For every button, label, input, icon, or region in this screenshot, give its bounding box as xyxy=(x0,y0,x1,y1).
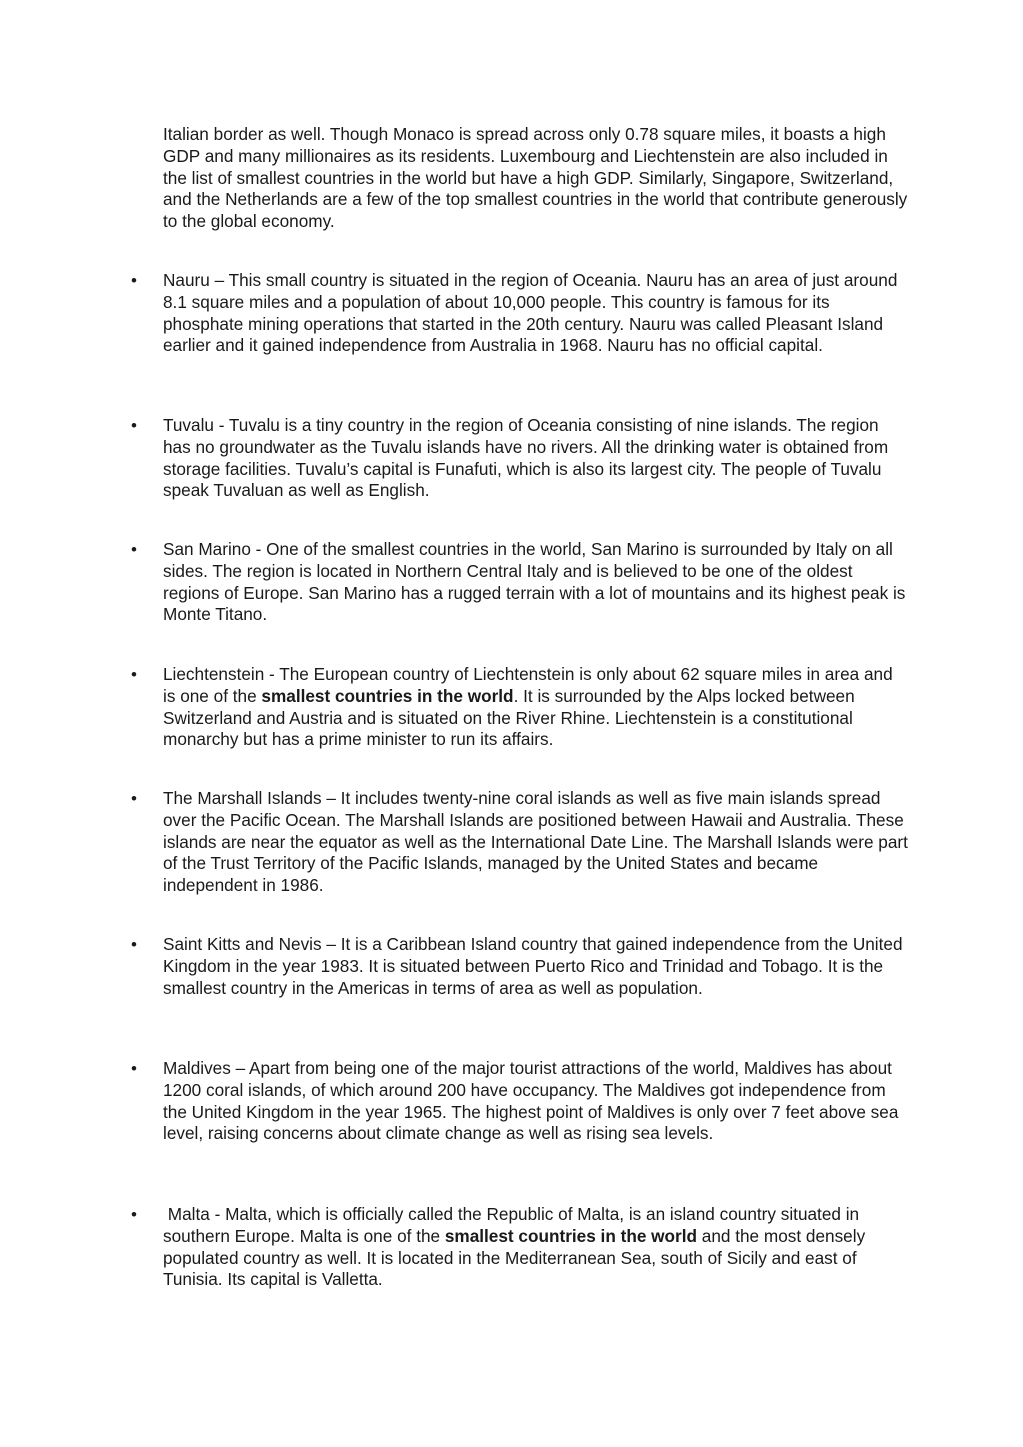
list-item-marshall-islands xyxy=(131,788,908,897)
item-text-bold: smallest countries in the world xyxy=(261,685,514,706)
list-item-malta xyxy=(131,1204,908,1291)
item-text: Saint Kitts and Nevis – It is a Caribbean Island country that gained independence from the United Kingdom in the year 1983. It is situated between Puerto Rico and Trinidad and Tobago. It is the smallest country in the Americas in terms of area as well as population. xyxy=(163,934,903,998)
bullet-icon: • xyxy=(131,271,137,290)
bullet-icon: • xyxy=(131,416,137,435)
item-text: Nauru – This small country is situated in the region of Oceania. Nauru has an area of just around 8.1 square miles and a population of about 10,000 people. This country is famous for its phosphate mining operations that started in the 20th century. Nauru was called Pleasant Island earlier and it gained independence from Australia in 1968. Nauru has no official capital. xyxy=(163,270,898,356)
bullet-icon: • xyxy=(131,935,137,954)
item-text-before: Malta - Malta, which is officially called the Republic of Malta, is an island country situated in southern Europe. Malta is one of the xyxy=(163,1204,864,1246)
item-text: The Marshall Islands – It includes twenty-nine coral islands as well as five main islands spread over the Pacific Ocean. The Marshall Islands are positioned between Hawaii and Australia. These islands are near the equator as well as the International Date Line. The Marshall Islands were part of the Trust Territory of the Pacific Islands, managed by the United States and became independent in 1986. xyxy=(163,788,908,896)
item-text-before: Liechtenstein - The European country of Liechtenstein is only about 62 square miles in area and is one of the xyxy=(163,664,893,706)
list-item-san-marino xyxy=(131,539,908,626)
bullet-icon: • xyxy=(131,665,137,684)
intro-paragraph: Italian border as well. Though Monaco is spread across only 0.78 square miles, it boasts a high GDP and many millionaires as its residents. Luxembourg and Liechtenstein are also included in the list of smallest countries in the world but have a high GDP. Similarly, Singapore, Switzerland, and the Netherlands are a few of the top smallest countries in the world that contribute generously to the global economy. xyxy=(163,124,908,232)
list-item-liechtenstein xyxy=(131,664,908,751)
list-item-saint-kitts-and-nevis xyxy=(131,934,908,999)
list-item-maldives xyxy=(131,1058,908,1145)
bullet-icon: • xyxy=(131,540,137,559)
item-text: San Marino - One of the smallest countries in the world, San Marino is surrounded by Italy on all sides. The region is located in Northern Central Italy and is believed to be one of the oldest regions of Europe. San Marino has a rugged terrain with a lot of mountains and its highest peak is Monte Titano. xyxy=(163,539,906,625)
item-text: Tuvalu - Tuvalu is a tiny country in the region of Oceania consisting of nine islands. The region has no groundwater as the Tuvalu islands have no rivers. All the drinking water is obtained from storage facilities. Tuvalu’s capital is Funafuti, which is also its largest city. The people of Tuvalu speak Tuvaluan as well as English. xyxy=(163,415,889,501)
item-text-after: . It is surrounded by the Alps locked between Switzerland and Austria and is situated on the River Rhine. Liechtenstein is a constitutional monarchy but has a prime minister to run its affairs. xyxy=(163,685,855,750)
list-item-tuvalu xyxy=(131,415,908,502)
item-text-after: and the most densely populated country as well. It is located in the Mediterranean Sea, south of Sicily and east of Tunisia. Its capital is Valletta. xyxy=(163,1225,866,1290)
bullet-icon: • xyxy=(131,789,137,808)
item-text-bold: smallest countries in the world xyxy=(444,1225,697,1246)
bullet-icon: • xyxy=(131,1205,137,1224)
bullet-icon: • xyxy=(131,1059,137,1078)
list-item-nauru xyxy=(131,270,908,357)
item-text: Maldives – Apart from being one of the major tourist attractions of the world, Maldives has about 1200 coral islands, of which around 200 have occupancy. The Maldives got independence from the United Kingdom in the year 1965. The highest point of Maldives is only over 7 feet above sea level, raising concerns about climate change as well as rising sea levels. xyxy=(163,1058,899,1144)
